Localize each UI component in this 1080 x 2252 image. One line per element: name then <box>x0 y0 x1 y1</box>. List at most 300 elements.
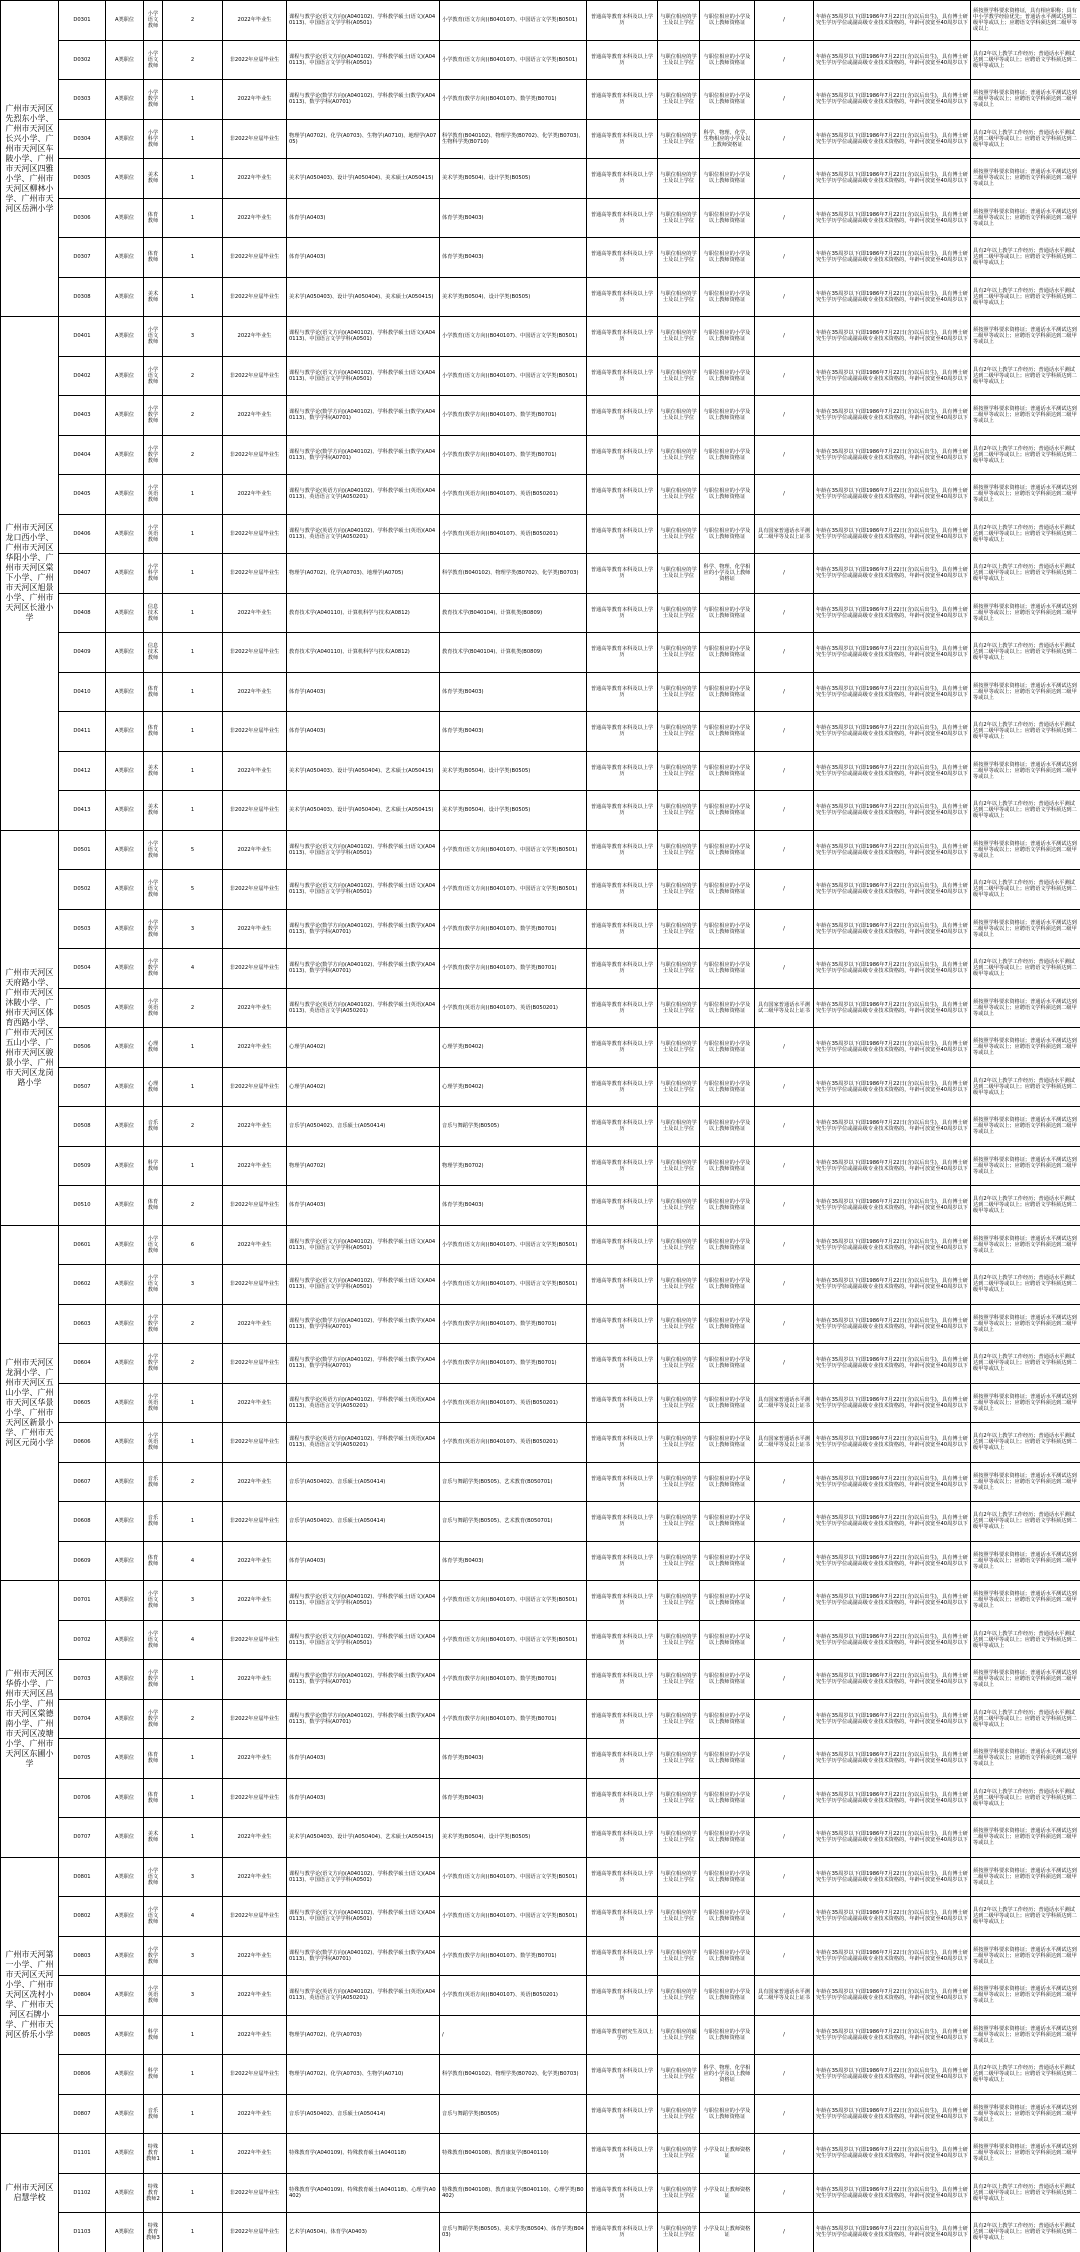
age-req: 年龄在35周岁以下(即1986年7月22日(含)以后出生)，具有博士研究生学历学位或副高级专业技术资格的，年龄可放宽至40周岁以下 <box>814 317 971 357</box>
position-code: D0501 <box>59 830 106 870</box>
education: 普通高等教育本科及以上学历 <box>587 593 658 633</box>
applicant-type: 非2022年应届毕业生 <box>223 633 287 673</box>
position-code: D0504 <box>59 949 106 989</box>
position-code: D1102 <box>59 2173 106 2213</box>
remark: 须按照学科要求资格证；普通话水平测试达到二级甲等或以上；应聘语文学科须达到二级甲等或以上 <box>971 1304 1080 1344</box>
remark: 须按照学科要求资格证；普通话水平测试达到二级甲等或以上；应聘语文学科须达到二级甲等或以上 <box>971 159 1080 199</box>
remark: 须按照学科要求资格证；普通话水平测试达到二级甲等或以上；应聘语文学科须达到二级甲等或以上 <box>971 2015 1080 2055</box>
age-req: 年龄在35周岁以下(即1986年7月22日(含)以后出生)，具有博士研究生学历学位或副高级专业技术资格的，年龄可放宽至40周岁以下 <box>814 1265 971 1305</box>
age-req: 年龄在35周岁以下(即1986年7月22日(含)以后出生)，具有博士研究生学历学位或副高级专业技术资格的，年龄可放宽至40周岁以下 <box>814 1857 971 1897</box>
certificate: 与职位相应的小学及以上教师资格证 <box>700 1 755 41</box>
age-req: 年龄在35周岁以下(即1986年7月22日(含)以后出生)，具有博士研究生学历学位或副高级专业技术资格的，年龄可放宽至40周岁以下 <box>814 2213 971 2252</box>
applicant-type: 非2022年应届毕业生 <box>223 1778 287 1818</box>
other-req: 具有国家普通话水平测试二级甲等及以上证书 <box>755 1976 814 2016</box>
position-code: D0506 <box>59 1028 106 1068</box>
position-code: D0409 <box>59 633 106 673</box>
age-req: 年龄在35周岁以下(即1986年7月22日(含)以后出生)，具有博士研究生学历学位或副高级专业技术资格的，年龄可放宽至40周岁以下 <box>814 1462 971 1502</box>
post-type: A类职位 <box>106 1778 144 1818</box>
post-type: A类职位 <box>106 1541 144 1581</box>
degree: 与职位相应的学士及以上学位 <box>658 1067 700 1107</box>
remark: 须按照学科要求资格证；普通话水平测试达到二级甲等或以上；应聘语文学科须达到二级甲等或以上 <box>971 1383 1080 1423</box>
degree: 与职位相应的学士及以上学位 <box>658 1462 700 1502</box>
certificate: 与职位相应的小学及以上教师资格证 <box>700 238 755 278</box>
degree: 与职位相应的学士及以上学位 <box>658 1304 700 1344</box>
education: 普通高等教育本科及以上学历 <box>587 554 658 594</box>
master-major: 课程与教学论(英语方向)(A040102)、学科教学硕士(英语)(A040113)、英语语言文学(A050201) <box>287 1383 440 1423</box>
position-name: 小学英语教师 <box>144 988 163 1028</box>
other-req: / <box>755 238 814 278</box>
post-type: A类职位 <box>106 1699 144 1739</box>
education: 普通高等教育本科及以上学历 <box>587 80 658 120</box>
applicant-type: 非2022年应届毕业生 <box>223 554 287 594</box>
degree: 与职位相应的学士及以上学位 <box>658 988 700 1028</box>
age-req: 年龄在35周岁以下(即1986年7月22日(含)以后出生)，具有博士研究生学历学位或副高级专业技术资格的，年龄可放宽至40周岁以下 <box>814 988 971 1028</box>
other-req: / <box>755 1897 814 1937</box>
post-type: A类职位 <box>106 751 144 791</box>
post-type: A类职位 <box>106 554 144 594</box>
master-major: 课程与教学论(数学方向)(A040102)、学科教学硕士(数学)(A040113)、数学学科(A0701) <box>287 909 440 949</box>
post-type: A类职位 <box>106 1581 144 1621</box>
table-row <box>1 1699 1080 1739</box>
applicant-type: 非2022年应届毕业生 <box>223 1067 287 1107</box>
position-code: D0404 <box>59 435 106 475</box>
age-req: 年龄在35周岁以下(即1986年7月22日(含)以后出生)，具有博士研究生学历学位或副高级专业技术资格的，年龄可放宽至40周岁以下 <box>814 2173 971 2213</box>
other-req: 具有国家普通话水平测试二级甲等及以上证书 <box>755 514 814 554</box>
degree: 与职位相应的学士及以上学位 <box>658 1541 700 1581</box>
headcount: 2 <box>163 1699 223 1739</box>
other-req: / <box>755 672 814 712</box>
table-row <box>1 1778 1080 1818</box>
certificate: 与职位相应的小学及以上教师资格证 <box>700 1857 755 1897</box>
master-major: 体育学(A0403) <box>287 712 440 752</box>
certificate: 与职位相应的小学及以上教师资格证 <box>700 1660 755 1700</box>
applicant-type: 2022年毕业生 <box>223 1 287 41</box>
degree: 与职位相应的学士及以上学位 <box>658 1581 700 1621</box>
other-req: / <box>755 356 814 396</box>
bachelor-major: 教育技术学(B040104)、计算机类(B0809) <box>440 593 587 633</box>
degree: 与职位相应的学士及以上学位 <box>658 40 700 80</box>
master-major: 课程与教学论(数学方向)(A040102)、学科教学硕士(数学)(A040113)、数学学科(A0701) <box>287 1344 440 1384</box>
bachelor-major: 小学教育(语文方向)(B040107)、中国语言文学类(B0501) <box>440 1265 587 1305</box>
position-code: D0603 <box>59 1304 106 1344</box>
position-name: 体育教师 <box>144 1186 163 1226</box>
bachelor-major: 音乐与舞蹈学类(B0505)、美术学类(B0504)、体育学类(B0403) <box>440 2213 587 2252</box>
certificate: 与职位相应的小学及以上教师资格证 <box>700 40 755 80</box>
certificate: 与职位相应的小学及以上教师资格证 <box>700 159 755 199</box>
bachelor-major: 美术学类(B0504)、设计学类(B0505) <box>440 1818 587 1858</box>
headcount: 2 <box>163 1107 223 1147</box>
education: 普通高等教育本科及以上学历 <box>587 1660 658 1700</box>
certificate: 与职位相应的小学及以上教师资格证 <box>700 712 755 752</box>
master-major: 课程与教学论(英语方向)(A040102)、学科教学硕士(英语)(A040113)、英语语言文学(A050201) <box>287 475 440 515</box>
other-req: / <box>755 475 814 515</box>
age-req: 年龄在35周岁以下(即1986年7月22日(含)以后出生)，具有博士研究生学历学位或副高级专业技术资格的，年龄可放宽至40周岁以下 <box>814 2094 971 2134</box>
bachelor-major: 体育学类(B0403) <box>440 198 587 238</box>
other-req: / <box>755 1304 814 1344</box>
bachelor-major: 小学教育(数学方向)(B040107)、数学类(B0701) <box>440 1304 587 1344</box>
other-req: / <box>755 1028 814 1068</box>
education: 普通高等教育研究生及以上学历 <box>587 2015 658 2055</box>
master-major: 物理学(A0702) <box>287 1146 440 1186</box>
certificate: 与职位相应的小学及以上教师资格证 <box>700 514 755 554</box>
master-major: 课程与教学论(语文方向)(A040102)、学科教学硕士(语文)(A040113)、中国语言文学学科(A0501) <box>287 1225 440 1265</box>
table-row <box>1 1146 1080 1186</box>
remark: 具有2年以上教学工作经历；普通话水平测试达到二级甲等或以上；应聘语文学科须达到二级甲等或以上 <box>971 712 1080 752</box>
master-major: 美术学(A050403)、设计学(A050404)、艺术硕士(A050415) <box>287 791 440 831</box>
certificate: 与职位相应的小学及以上教师资格证 <box>700 1778 755 1818</box>
education: 普通高等教育本科及以上学历 <box>587 159 658 199</box>
position-code: D0303 <box>59 80 106 120</box>
degree: 与职位相应的学士及以上学位 <box>658 1107 700 1147</box>
position-name: 小学语文教师 <box>144 1225 163 1265</box>
headcount: 1 <box>163 277 223 317</box>
applicant-type: 非2022年应届毕业生 <box>223 712 287 752</box>
applicant-type: 2022年毕业生 <box>223 593 287 633</box>
degree: 与职位相应的学士及以上学位 <box>658 238 700 278</box>
master-major: 体育学(A0403) <box>287 672 440 712</box>
position-code: D0602 <box>59 1265 106 1305</box>
school-name-cell: 广州市天河区天府路小学、广州市天河区沐陂小学、广州市天河区体育西路小学、广州市天河区五山小学、广州市天河区骏景小学、广州市天河区龙岗路小学 <box>1 830 59 1225</box>
certificate: 与职位相应的小学及以上教师资格证 <box>700 1107 755 1147</box>
other-req: / <box>755 791 814 831</box>
education: 普通高等教育本科及以上学历 <box>587 1186 658 1226</box>
remark: 具有2年以上教学工作经历；普通话水平测试达到二级甲等或以上；应聘语文学科须达到二级甲等或以上 <box>971 1265 1080 1305</box>
position-code: D1101 <box>59 2134 106 2174</box>
position-code: D0304 <box>59 119 106 159</box>
degree: 与职位相应的学士及以上学位 <box>658 356 700 396</box>
position-code: D0608 <box>59 1502 106 1542</box>
other-req: / <box>755 2015 814 2055</box>
age-req: 年龄在35周岁以下(即1986年7月22日(含)以后出生)，具有博士研究生学历学位或副高级专业技术资格的，年龄可放宽至40周岁以下 <box>814 791 971 831</box>
education: 普通高等教育本科及以上学历 <box>587 2213 658 2252</box>
degree: 与职位相应的学士及以上学位 <box>658 396 700 436</box>
degree: 与职位相应的学士及以上学位 <box>658 712 700 752</box>
certificate: 与职位相应的小学及以上教师资格证 <box>700 830 755 870</box>
applicant-type: 2022年毕业生 <box>223 1936 287 1976</box>
degree: 与职位相应的学士及以上学位 <box>658 751 700 791</box>
position-name: 心理教师 <box>144 1028 163 1068</box>
master-major: 体育学(A0403) <box>287 198 440 238</box>
degree: 与职位相应的学士及以上学位 <box>658 949 700 989</box>
post-type: A类职位 <box>106 988 144 1028</box>
age-req: 年龄在35周岁以下(即1986年7月22日(含)以后出生)，具有博士研究生学历学位或副高级专业技术资格的，年龄可放宽至40周岁以下 <box>814 1107 971 1147</box>
headcount: 1 <box>163 1423 223 1463</box>
position-name: 小学英语教师 <box>144 514 163 554</box>
bachelor-major: 体育学类(B0403) <box>440 238 587 278</box>
applicant-type: 非2022年应届毕业生 <box>223 514 287 554</box>
age-req: 年龄在35周岁以下(即1986年7月22日(含)以后出生)，具有博士研究生学历学位或副高级专业技术资格的，年龄可放宽至40周岁以下 <box>814 1146 971 1186</box>
table-row <box>1 514 1080 554</box>
certificate: 与职位相应的小学及以上教师资格证 <box>700 198 755 238</box>
post-type: A类职位 <box>106 593 144 633</box>
post-type: A类职位 <box>106 1304 144 1344</box>
applicant-type: 2022年毕业生 <box>223 1146 287 1186</box>
headcount: 5 <box>163 830 223 870</box>
table-row <box>1 751 1080 791</box>
applicant-type: 非2022年应届毕业生 <box>223 1502 287 1542</box>
position-name: 美术教师 <box>144 791 163 831</box>
master-major: 课程与教学论(英语方向)(A040102)、学科教学硕士(英语)(A040113)、英语语言文学(A050201) <box>287 1976 440 2016</box>
education: 普通高等教育本科及以上学历 <box>587 2055 658 2095</box>
position-code: D0705 <box>59 1739 106 1779</box>
headcount: 6 <box>163 1225 223 1265</box>
remark: 具有2年以上教学工作经历；普通话水平测试达到二级甲等或以上；应聘语文学科须达到二级甲等或以上 <box>971 435 1080 475</box>
education: 普通高等教育本科及以上学历 <box>587 1739 658 1779</box>
position-name: 信息技术教师 <box>144 633 163 673</box>
age-req: 年龄在35周岁以下(即1986年7月22日(含)以后出生)，具有博士研究生学历学位或副高级专业技术资格的，年龄可放宽至40周岁以下 <box>814 1304 971 1344</box>
other-req: / <box>755 633 814 673</box>
master-major: 特殊教育学(A040109)、特殊教育硕士(A040118) <box>287 2134 440 2174</box>
table-row <box>1 1383 1080 1423</box>
education: 普通高等教育本科及以上学历 <box>587 1581 658 1621</box>
position-name: 音乐教师 <box>144 1107 163 1147</box>
other-req: / <box>755 2134 814 2174</box>
master-major: 课程与教学论(语文方向)(A040102)、学科教学硕士(语文)(A040113)、中国语言文学学科(A0501) <box>287 1857 440 1897</box>
applicant-type: 2022年毕业生 <box>223 1107 287 1147</box>
applicant-type: 非2022年应届毕业生 <box>223 238 287 278</box>
degree: 与职位相应的学士及以上学位 <box>658 2055 700 2095</box>
certificate: 与职位相应的小学及以上教师资格证 <box>700 2015 755 2055</box>
master-major: 课程与教学论(语文方向)(A040102)、学科教学硕士(语文)(A040113)、中国语言文学学科(A0501) <box>287 1620 440 1660</box>
master-major: 音乐学(A050402)、音乐硕士(A050414) <box>287 2094 440 2134</box>
position-name: 小学数学教师 <box>144 909 163 949</box>
certificate: 与职位相应的小学及以上教师资格证 <box>700 791 755 831</box>
degree: 与职位相应的学士及以上学位 <box>658 1146 700 1186</box>
degree: 与职位相应的学士及以上学位 <box>658 475 700 515</box>
other-req: / <box>755 1146 814 1186</box>
certificate: 与职位相应的小学及以上教师资格证 <box>700 593 755 633</box>
master-major: 课程与教学论(语文方向)(A040102)、学科教学硕士(语文)(A040113)、中国语言文学学科(A0501) <box>287 1265 440 1305</box>
table-row <box>1 712 1080 752</box>
degree: 与职位相应的学士及以上学位 <box>658 2134 700 2174</box>
age-req: 年龄在35周岁以下(即1986年7月22日(含)以后出生)，具有博士研究生学历学位或副高级专业技术资格的，年龄可放宽至40周岁以下 <box>814 238 971 278</box>
degree: 与职位相应的硕士及以上学位 <box>658 2015 700 2055</box>
age-req: 年龄在35周岁以下(即1986年7月22日(含)以后出生)，具有博士研究生学历学位或副高级专业技术资格的，年龄可放宽至40周岁以下 <box>814 119 971 159</box>
position-name: 心理教师 <box>144 1067 163 1107</box>
applicant-type: 非2022年应届毕业生 <box>223 1265 287 1305</box>
applicant-type: 2022年毕业生 <box>223 1462 287 1502</box>
remark: 具有2年以上教学工作经历；普通话水平测试达到二级甲等或以上；应聘语文学科须达到二级甲等或以上 <box>971 514 1080 554</box>
master-major: 课程与教学论(数学方向)(A040102)、学科教学硕士(数学)(A040113)、数学学科(A0701) <box>287 435 440 475</box>
table-row <box>1 672 1080 712</box>
master-major: 心理学(A0402) <box>287 1028 440 1068</box>
bachelor-major: 心理学类(B0402) <box>440 1067 587 1107</box>
position-code: D0306 <box>59 198 106 238</box>
age-req: 年龄在35周岁以下(即1986年7月22日(含)以后出生)，具有博士研究生学历学位或副高级专业技术资格的，年龄可放宽至40周岁以下 <box>814 475 971 515</box>
position-name: 美术教师 <box>144 751 163 791</box>
other-req: 具有国家普通话水平测试二级甲等及以上证书 <box>755 988 814 1028</box>
remark: 须按照学科要求资格证；普通话水平测试达到二级甲等或以上；应聘语文学科须达到二级甲等或以上 <box>971 1936 1080 1976</box>
degree: 与职位相应的学士及以上学位 <box>658 80 700 120</box>
position-code: D0805 <box>59 2015 106 2055</box>
school-name-cell: 广州市天河区龙洞小学、广州市天河区五山小学、广州市天河区华景小学、广州市天河区新景小学、广州市天河区元岗小学 <box>1 1225 59 1581</box>
master-major: 课程与教学论(英语方向)(A040102)、学科教学硕士(英语)(A040113)、英语语言文学(A050201) <box>287 514 440 554</box>
degree: 与职位相应的学士及以上学位 <box>658 830 700 870</box>
remark: 须按照学科要求资格证；普通话水平测试达到二级甲等或以上；应聘语文学科须达到二级甲等或以上 <box>971 1857 1080 1897</box>
applicant-type: 非2022年应届毕业生 <box>223 1699 287 1739</box>
education: 普通高等教育本科及以上学历 <box>587 1778 658 1818</box>
position-code: D0704 <box>59 1699 106 1739</box>
school-name-cell: 广州市天河第一小学、广州市天河区天河小学、广州市天河区冼村小学、广州市天河区石牌小学、广州市天河区侨乐小学 <box>1 1857 59 2134</box>
post-type: A类职位 <box>106 870 144 910</box>
position-name: 小学数学教师 <box>144 80 163 120</box>
post-type: A类职位 <box>106 277 144 317</box>
degree: 与职位相应的学士及以上学位 <box>658 870 700 910</box>
certificate: 科学、物理、化学、生物相应的小学及以上教师资格证 <box>700 119 755 159</box>
education: 普通高等教育本科及以上学历 <box>587 1936 658 1976</box>
post-type: A类职位 <box>106 356 144 396</box>
education: 普通高等教育本科及以上学历 <box>587 1699 658 1739</box>
headcount: 1 <box>163 1067 223 1107</box>
position-name: 小学数学教师 <box>144 1699 163 1739</box>
headcount: 1 <box>163 791 223 831</box>
table-row <box>1 2055 1080 2095</box>
other-req: / <box>755 1778 814 1818</box>
other-req: / <box>755 40 814 80</box>
bachelor-major: 小学教育(数学方向)(B040107)、数学类(B0701) <box>440 1936 587 1976</box>
degree: 与职位相应的学士及以上学位 <box>658 1225 700 1265</box>
headcount: 1 <box>163 198 223 238</box>
other-req: / <box>755 593 814 633</box>
other-req: 具有国家普通话水平测试二级甲等及以上证书 <box>755 1383 814 1423</box>
remark: 须按照学科要求资格证；普通话水平测试达到二级甲等或以上；应聘语文学科须达到二级甲等或以上 <box>971 751 1080 791</box>
bachelor-major: 小学教育(语文方向)(B040107)、中国语言文学类(B0501) <box>440 40 587 80</box>
certificate: 与职位相应的小学及以上教师资格证 <box>700 1739 755 1779</box>
position-name: 小学语文教师 <box>144 870 163 910</box>
certificate: 与职位相应的小学及以上教师资格证 <box>700 277 755 317</box>
other-req: / <box>755 396 814 436</box>
other-req: / <box>755 830 814 870</box>
remark: 具有2年以上教学工作经历；普通话水平测试达到二级甲等或以上；应聘语文学科须达到二级甲等或以上 <box>971 949 1080 989</box>
remark: 须按照学科要求资格证；普通话水平测试达到二级甲等或以上；应聘语文学科须达到二级甲等或以上 <box>971 2094 1080 2134</box>
degree: 与职位相应的学士及以上学位 <box>658 1699 700 1739</box>
bachelor-major: 小学教育(数学方向)(B040107)、数学类(B0701) <box>440 1660 587 1700</box>
headcount: 2 <box>163 1304 223 1344</box>
post-type: A类职位 <box>106 791 144 831</box>
master-major: 课程与教学论(语文方向)(A040102)、学科教学硕士(语文)(A040113)、中国语言文学学科(A0501) <box>287 40 440 80</box>
table-row <box>1 2094 1080 2134</box>
applicant-type: 2022年毕业生 <box>223 1660 287 1700</box>
position-name: 小学语文教师 <box>144 1857 163 1897</box>
post-type: A类职位 <box>106 238 144 278</box>
other-req: 具有国家普通话水平测试二级甲等及以上证书 <box>755 1423 814 1463</box>
certificate: 与职位相应的小学及以上教师资格证 <box>700 317 755 357</box>
degree: 与职位相应的学士及以上学位 <box>658 159 700 199</box>
bachelor-major: 小学教育(语文方向)(B040107)、中国语言文学类(B0501) <box>440 1857 587 1897</box>
degree: 与职位相应的学士及以上学位 <box>658 1818 700 1858</box>
position-code: D0405 <box>59 475 106 515</box>
certificate: 与职位相应的小学及以上教师资格证 <box>700 1028 755 1068</box>
other-req: / <box>755 1186 814 1226</box>
position-code: D0804 <box>59 1976 106 2016</box>
headcount: 1 <box>163 514 223 554</box>
bachelor-major: 科学教育(B040102)、物理学类(B0702)、化学类(B0703) <box>440 2055 587 2095</box>
position-name: 小学数学教师 <box>144 949 163 989</box>
degree: 与职位相应的学士及以上学位 <box>658 435 700 475</box>
position-code: D0302 <box>59 40 106 80</box>
bachelor-major: 音乐与舞蹈学类(B0505) <box>440 2094 587 2134</box>
position-name: 小学数学教师 <box>144 1936 163 1976</box>
remark: 须按照学科要求资格证；普通话水平测试达到二级甲等或以上；应聘语文学科须达到二级甲等或以上 <box>971 1660 1080 1700</box>
post-type: A类职位 <box>106 1462 144 1502</box>
degree: 与职位相应的学士及以上学位 <box>658 1897 700 1937</box>
education: 普通高等教育本科及以上学历 <box>587 2094 658 2134</box>
table-row <box>1 317 1080 357</box>
applicant-type: 2022年毕业生 <box>223 1581 287 1621</box>
age-req: 年龄在35周岁以下(即1986年7月22日(含)以后出生)，具有博士研究生学历学位或副高级专业技术资格的，年龄可放宽至40周岁以下 <box>814 514 971 554</box>
certificate: 与职位相应的小学及以上教师资格证 <box>700 1265 755 1305</box>
applicant-type: 非2022年应届毕业生 <box>223 2055 287 2095</box>
age-req: 年龄在35周岁以下(即1986年7月22日(含)以后出生)，具有博士研究生学历学位或副高级专业技术资格的，年龄可放宽至40周岁以下 <box>814 1818 971 1858</box>
certificate: 与职位相应的小学及以上教师资格证 <box>700 909 755 949</box>
master-major: 课程与教学论(语文方向)(A040102)、学科教学硕士(语文)(A040113)、中国语言文学学科(A0501) <box>287 1581 440 1621</box>
position-code: D0801 <box>59 1857 106 1897</box>
table-row <box>1 909 1080 949</box>
bachelor-major: 美术学类(B0504)、设计学类(B0505) <box>440 277 587 317</box>
age-req: 年龄在35周岁以下(即1986年7月22日(含)以后出生)，具有博士研究生学历学位或副高级专业技术资格的，年龄可放宽至40周岁以下 <box>814 1976 971 2016</box>
master-major: 课程与教学论(数学方向)(A040102)、学科教学硕士(数学)(A040113)、数学学科(A0701) <box>287 1660 440 1700</box>
headcount: 1 <box>163 159 223 199</box>
remark: 具有2年以上教学工作经历；普通话水平测试达到二级甲等或以上；应聘语文学科须达到二级甲等或以上 <box>971 1620 1080 1660</box>
education: 普通高等教育本科及以上学历 <box>587 356 658 396</box>
headcount: 2 <box>163 40 223 80</box>
education: 普通高等教育本科及以上学历 <box>587 870 658 910</box>
master-major: 特殊教育学(A040109)、特殊教育硕士(A040118)、心理学(A0402) <box>287 2173 440 2213</box>
position-code: D0609 <box>59 1541 106 1581</box>
applicant-type: 2022年毕业生 <box>223 159 287 199</box>
education: 普通高等教育本科及以上学历 <box>587 1620 658 1660</box>
table-row <box>1 554 1080 594</box>
position-name: 小学语文教师 <box>144 1620 163 1660</box>
headcount: 1 <box>163 2094 223 2134</box>
certificate: 与职位相应的小学及以上教师资格证 <box>700 1699 755 1739</box>
table-row <box>1 2015 1080 2055</box>
table-row <box>1 1 1080 41</box>
table-row <box>1 988 1080 1028</box>
master-major: 体育学(A0403) <box>287 1739 440 1779</box>
degree: 与职位相应的学士及以上学位 <box>658 1976 700 2016</box>
remark: 具有2年以上教学工作经历；普通话水平测试达到二级甲等或以上；应聘语文学科须达到二级甲等或以上 <box>971 2213 1080 2252</box>
table-row <box>1 2213 1080 2252</box>
master-major: 课程与教学论(数学方向)(A040102)、学科教学硕士(数学)(A040113)、数学学科(A0701) <box>287 396 440 436</box>
degree: 与职位相应的学士及以上学位 <box>658 2094 700 2134</box>
applicant-type: 非2022年应届毕业生 <box>223 791 287 831</box>
master-major: 美术学(A050403)、设计学(A050404)、艺术硕士(A050415) <box>287 1818 440 1858</box>
master-major: 课程与教学论(语文方向)(A040102)、学科教学硕士(语文)(A040113)、中国语言文学学科(A0501) <box>287 1 440 41</box>
master-major: 体育学(A0403) <box>287 1541 440 1581</box>
position-code: D0410 <box>59 672 106 712</box>
education: 普通高等教育本科及以上学历 <box>587 238 658 278</box>
degree: 与职位相应的学士及以上学位 <box>658 1265 700 1305</box>
position-code: D0505 <box>59 988 106 1028</box>
remark: 须按照学科要求资格证；普通话水平测试达到二级甲等或以上；应聘语文学科须达到二级甲等或以上 <box>971 1581 1080 1621</box>
applicant-type: 非2022年应届毕业生 <box>223 277 287 317</box>
education: 普通高等教育本科及以上学历 <box>587 751 658 791</box>
remark: 须按照学科要求资格证；普通话水平测试达到二级甲等或以上；应聘语文学科须达到二级甲等或以上 <box>971 1462 1080 1502</box>
headcount: 1 <box>163 1028 223 1068</box>
position-name: 小学语文教师 <box>144 356 163 396</box>
position-name: 体育教师 <box>144 1739 163 1779</box>
education: 普通高等教育本科及以上学历 <box>587 198 658 238</box>
post-type: A类职位 <box>106 2055 144 2095</box>
headcount: 3 <box>163 909 223 949</box>
bachelor-major: 教育技术学(B040104)、计算机类(B0809) <box>440 633 587 673</box>
position-name: 特殊教育教师2 <box>144 2173 163 2213</box>
applicant-type: 2022年毕业生 <box>223 2094 287 2134</box>
table-row <box>1 1976 1080 2016</box>
post-type: A类职位 <box>106 830 144 870</box>
other-req: / <box>755 1739 814 1779</box>
